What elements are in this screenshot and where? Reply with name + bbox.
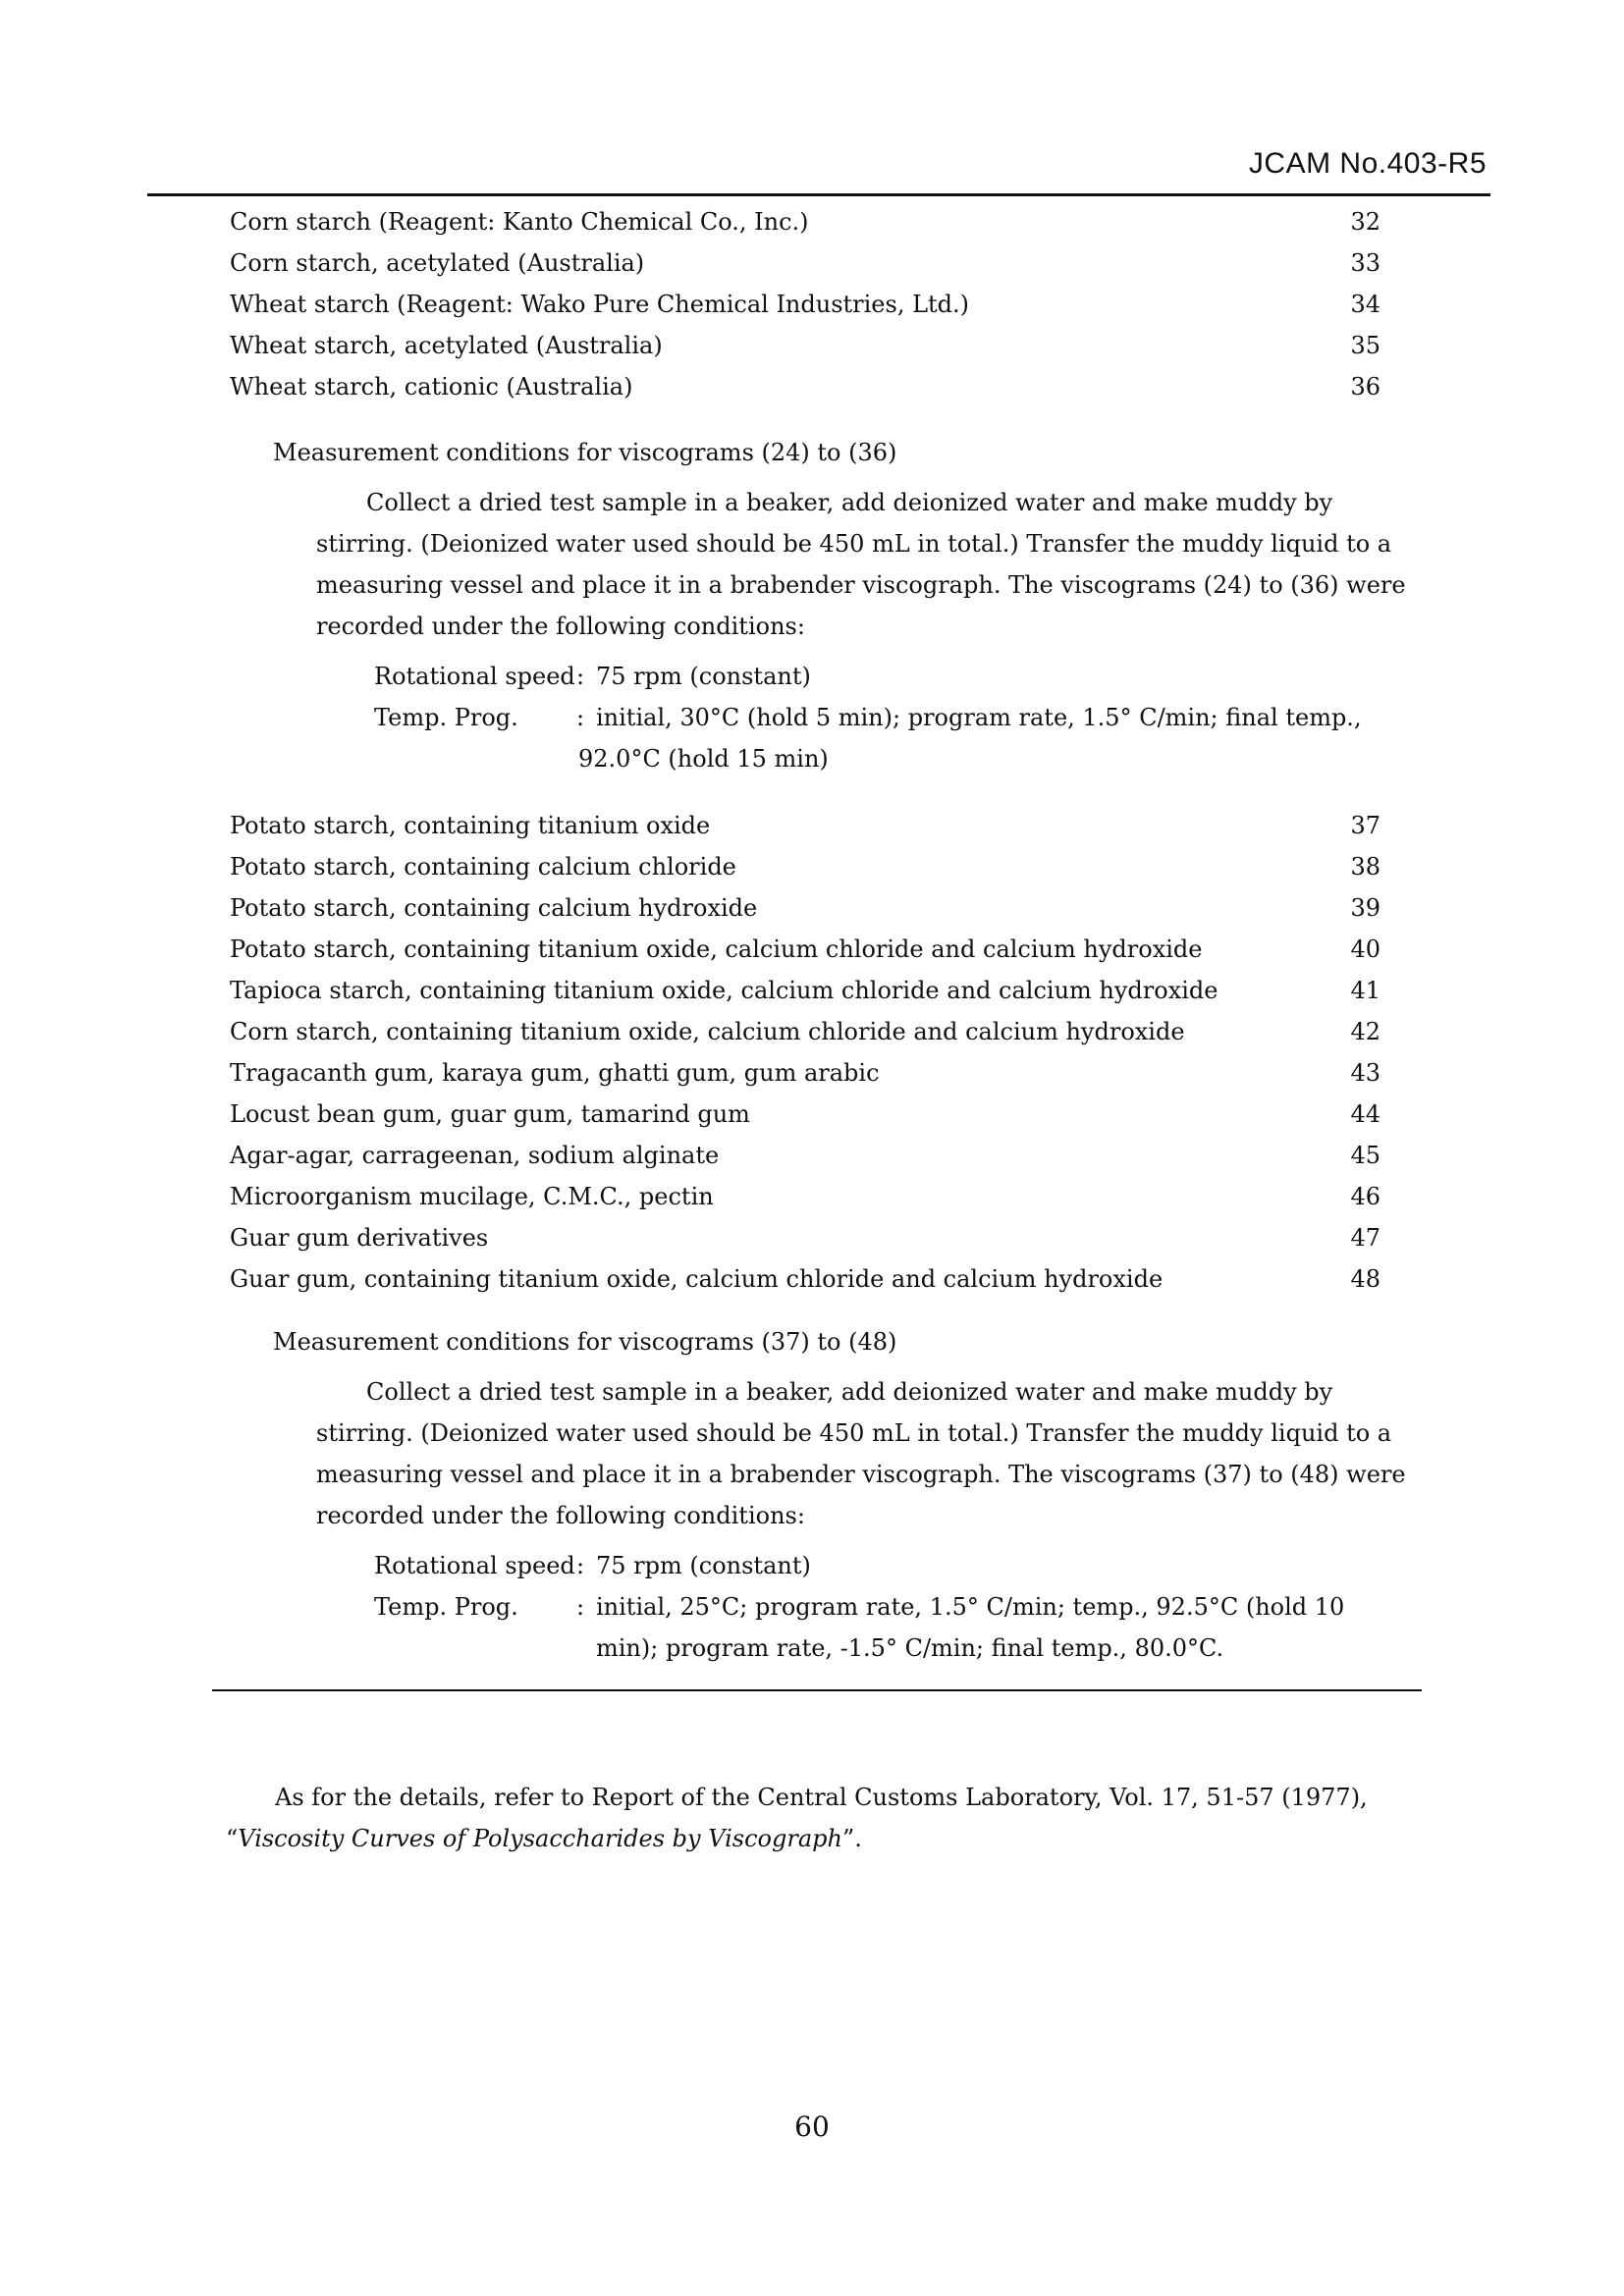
list-item-number: 48	[1350, 1265, 1380, 1293]
list-item-number: 32	[1350, 208, 1380, 236]
list-item	[230, 852, 1380, 881]
list-item-number: 46	[1350, 1183, 1380, 1210]
list-item-label: Corn starch, containing titanium oxide, calcium chloride and calcium hydroxide	[230, 1018, 1185, 1045]
list-item-label: Microorganism mucilage, C.M.C., pectin	[230, 1183, 714, 1210]
list-item-label: Potato starch, containing calcium chloride	[230, 853, 736, 881]
open-quote: “	[226, 1825, 239, 1852]
list-item-number: 40	[1350, 935, 1380, 963]
list-item	[230, 372, 1380, 401]
condition-value-continued: 92.0°C (hold 15 min)	[578, 745, 829, 773]
condition-colon: :	[576, 663, 585, 690]
condition-key: Temp. Prog.	[374, 704, 518, 731]
list-item-label: Guar gum, containing titanium oxide, calcium chloride and calcium hydroxide	[230, 1265, 1164, 1293]
list-item-number: 35	[1350, 332, 1380, 359]
page-number: 60	[794, 2110, 830, 2143]
conditions-paragraph-line: measuring vessel and place it in a brabender viscograph. The viscograms (37) to (48) were	[316, 1461, 1406, 1488]
list-item-label: Tapioca starch, containing titanium oxide, calcium chloride and calcium hydroxide	[230, 977, 1218, 1004]
conditions-paragraph-line: recorded under the following conditions:	[316, 613, 805, 640]
condition-colon: :	[576, 1593, 585, 1621]
list-item	[230, 1182, 1380, 1211]
condition-value: initial, 30°C (hold 5 min); program rate, 1.5° C/min; final temp.,	[596, 704, 1362, 731]
list-item	[230, 811, 1380, 840]
condition-value: 75 rpm (constant)	[596, 663, 811, 690]
list-item-number: 34	[1350, 291, 1380, 318]
conditions-heading: Measurement conditions for viscograms (37) to (48)	[273, 1328, 897, 1356]
list-item	[230, 1264, 1380, 1294]
header-rule	[147, 193, 1490, 196]
condition-value: initial, 25°C; program rate, 1.5° C/min; temp., 92.5°C (hold 10	[596, 1593, 1345, 1621]
condition-value-continued: min); program rate, -1.5° C/min; final temp., 80.0°C.	[596, 1634, 1224, 1662]
list-item	[230, 1141, 1380, 1170]
conditions-paragraph-line: Collect a dried test sample in a beaker, add deionized water and make muddy by	[366, 1378, 1333, 1406]
list-item-number: 41	[1350, 977, 1380, 1004]
list-item-number: 38	[1350, 853, 1380, 881]
conditions-heading: Measurement conditions for viscograms (24) to (36)	[273, 439, 897, 466]
list-item	[230, 248, 1380, 278]
condition-key: Rotational speed	[374, 1552, 575, 1579]
list-item-label: Potato starch, containing calcium hydroxide	[230, 894, 758, 922]
list-item-label: Corn starch (Reagent: Kanto Chemical Co., Inc.)	[230, 208, 809, 236]
list-item	[230, 1017, 1380, 1046]
list-item	[230, 1223, 1380, 1253]
list-item-number: 42	[1350, 1018, 1380, 1045]
conditions-paragraph-line: measuring vessel and place it in a brabender viscograph. The viscograms (24) to (36) were	[316, 571, 1406, 599]
condition-key: Temp. Prog.	[374, 1593, 518, 1621]
list-item-label: Guar gum derivatives	[230, 1224, 489, 1252]
list-item-number: 45	[1350, 1142, 1380, 1169]
list-item-label: Tragacanth gum, karaya gum, ghatti gum, gum arabic	[230, 1059, 880, 1087]
list-item-number: 43	[1350, 1059, 1380, 1087]
condition-colon: :	[576, 704, 585, 731]
list-item-number: 33	[1350, 249, 1380, 277]
list-item	[230, 1099, 1380, 1129]
list-item-number: 36	[1350, 373, 1380, 400]
conditions-paragraph-line: recorded under the following conditions:	[316, 1502, 805, 1529]
list-item	[230, 290, 1380, 319]
section-divider	[212, 1689, 1422, 1691]
list-item-label: Wheat starch, cationic (Australia)	[230, 373, 633, 400]
condition-key: Rotational speed	[374, 663, 575, 690]
reference-line: As for the details, refer to Report of the Central Customs Laboratory, Vol. 17, 51-57 (1977),	[275, 1784, 1368, 1811]
condition-value: 75 rpm (constant)	[596, 1552, 811, 1579]
reference-title-line	[226, 1824, 862, 1853]
document-id-header: JCAM No.403-R5	[1248, 147, 1487, 180]
list-item	[230, 893, 1380, 923]
conditions-paragraph-line: stirring. (Deionized water used should be 450 mL in total.) Transfer the muddy liquid to a	[316, 1419, 1392, 1447]
list-item-number: 39	[1350, 894, 1380, 922]
list-item-label: Wheat starch (Reagent: Wako Pure Chemical Industries, Ltd.)	[230, 291, 970, 318]
list-item	[230, 207, 1380, 237]
list-item-number: 47	[1350, 1224, 1380, 1252]
list-item-label: Corn starch, acetylated (Australia)	[230, 249, 645, 277]
close-quote: ”.	[841, 1825, 862, 1852]
list-item-label: Potato starch, containing titanium oxide, calcium chloride and calcium hydroxide	[230, 935, 1203, 963]
conditions-paragraph-line: Collect a dried test sample in a beaker, add deionized water and make muddy by	[366, 489, 1333, 516]
list-item-label: Wheat starch, acetylated (Australia)	[230, 332, 663, 359]
list-item	[230, 934, 1380, 964]
list-item	[230, 1058, 1380, 1088]
condition-colon: :	[576, 1552, 585, 1579]
reference-title: Viscosity Curves of Polysaccharides by Viscograph	[238, 1825, 842, 1852]
list-item-label: Locust bean gum, guar gum, tamarind gum	[230, 1100, 750, 1128]
list-item-number: 44	[1350, 1100, 1380, 1128]
list-item-label: Agar-agar, carrageenan, sodium alginate	[230, 1142, 720, 1169]
list-item-label: Potato starch, containing titanium oxide	[230, 812, 711, 839]
conditions-paragraph-line: stirring. (Deionized water used should be 450 mL in total.) Transfer the muddy liquid to a	[316, 530, 1392, 558]
list-item	[230, 976, 1380, 1005]
list-item-number: 37	[1350, 812, 1380, 839]
list-item	[230, 331, 1380, 360]
